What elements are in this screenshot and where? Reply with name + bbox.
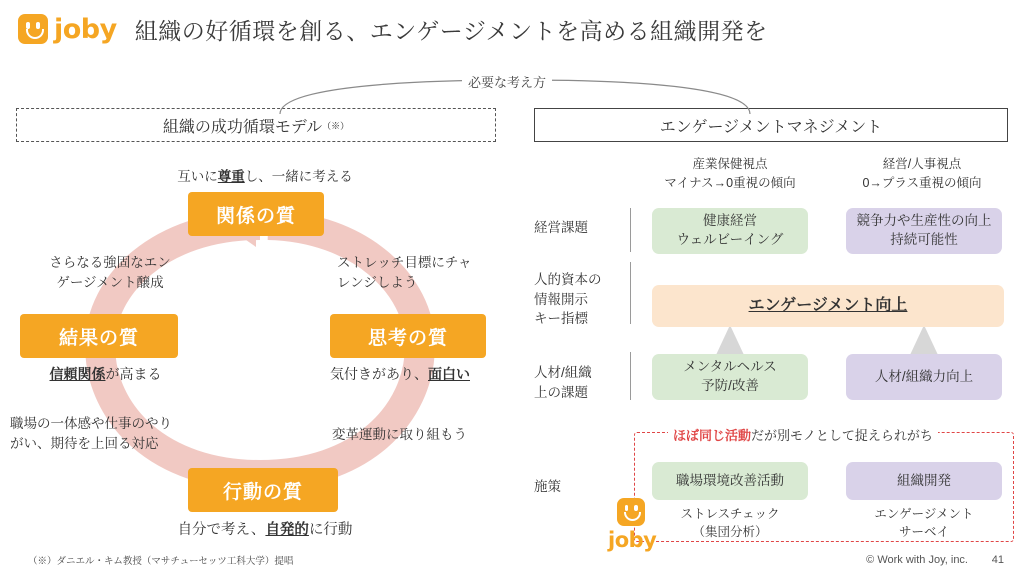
health-line1: 健康経営 — [703, 213, 757, 229]
health-line2: ウェルビーイング — [676, 232, 784, 247]
comp-line2: 持続可能性 — [890, 232, 958, 247]
annotation-left-upper: さらなる強固なエン ゲージメント醸成 — [49, 255, 171, 290]
survey-line2: サーベイ — [898, 525, 949, 540]
cell-mental-health — [652, 354, 808, 400]
column-header-occupational-health — [640, 155, 820, 193]
footer-logo — [608, 498, 657, 552]
slide-header — [0, 0, 1024, 58]
annotation-top: 互いに尊重し、一緒に考える — [177, 169, 353, 184]
row-label-org-issues — [534, 363, 622, 402]
right-panel-heading-text: エンゲージメントマネジメント — [659, 118, 883, 136]
annotation-left-lower: 職場の一体感や仕事のやり がい、期待を上回る対応 — [10, 416, 172, 452]
footnote: （※）ダニエル・キム教授（マサチューセッツ工科大学）提唱 — [28, 556, 294, 567]
mental-line2: 予防/改善 — [701, 378, 759, 393]
quality-box-action: 行動の質 — [188, 468, 338, 512]
left-panel-heading-sup: （※） — [322, 120, 350, 131]
joby-face-icon — [18, 14, 48, 44]
row-label-management-issues: 経営課題 — [534, 220, 588, 235]
row2-line1: 人的資本の — [534, 272, 602, 287]
measures-note-rest: だが別モノとして捉えられがち — [751, 428, 933, 443]
survey-line1: エンゲージメント — [874, 507, 974, 521]
cell-competitiveness-text — [857, 212, 992, 250]
stress-line1: ストレスチェック — [680, 507, 780, 521]
col2-line1: 経営/人事視点 — [882, 157, 962, 171]
annotation-thinking-sub: 気付きがあり、面白い — [330, 366, 470, 382]
row2-line3: キー指標 — [534, 311, 588, 327]
left-panel-heading-text: 組織の成功循環モデル — [162, 118, 323, 136]
row2-line2: 情報開示 — [534, 291, 588, 307]
comp-line1: 競争力や生産性の向上 — [856, 213, 992, 229]
connector-label: 必要な考え方 — [462, 72, 552, 91]
caption-engagement-survey — [846, 505, 1002, 541]
copyright: © Work with Joy, inc. — [866, 554, 968, 566]
quality-box-result: 結果の質 — [20, 314, 178, 358]
cell-competitiveness — [846, 208, 1002, 254]
cell-mental-health-text — [683, 358, 777, 396]
cell-engagement-kpi — [652, 285, 1004, 327]
cell-engagement-kpi-text: エンゲージメント向上 — [748, 296, 908, 314]
row3-line1: 人材/組織 — [534, 365, 592, 380]
row-label-human-capital — [534, 270, 626, 329]
caption-stress-check — [652, 505, 808, 541]
footer-logo-text: joby — [608, 528, 657, 552]
row3-line2: 上の課題 — [534, 384, 588, 400]
measures-note-emphasis: ほぼ同じ活動 — [673, 428, 752, 443]
quality-box-thinking: 思考の質 — [330, 314, 486, 358]
stress-line2: （集団分析） — [692, 525, 768, 540]
annotation-right-lower: 変革運動に取り組もう — [332, 427, 467, 442]
cell-workplace-improvement: 職場環境改善活動 — [652, 462, 808, 500]
cell-org-development: 組織開発 — [846, 462, 1002, 500]
joby-face-icon-footer — [617, 498, 645, 526]
brand-logo-text: joby — [54, 13, 117, 45]
cell-health-management — [652, 208, 808, 254]
mental-line1: メンタルヘルス — [683, 359, 777, 375]
row-label-measures: 施策 — [534, 479, 561, 494]
brand-logo — [18, 14, 117, 45]
annotation-right-upper: ストレッチ目標にチャ レンジしよう — [337, 255, 472, 290]
measures-highlight-note — [668, 425, 938, 444]
col1-line2: マイナス→0重視の傾向 — [664, 175, 796, 190]
annotation-result-sub: 信頼関係が高まる — [49, 366, 162, 382]
page-title: 組織の好循環を創る、エンゲージメントを高める組織開発を — [134, 17, 768, 44]
column-header-management-hr — [836, 155, 1008, 193]
page-number: 41 — [991, 554, 1004, 566]
quality-box-relationship: 関係の質 — [188, 192, 324, 236]
annotation-bottom: 自分で考え、自発的に行動 — [177, 522, 353, 538]
cell-health-management-text — [677, 212, 784, 250]
col1-line1: 産業保健視点 — [692, 157, 768, 171]
col2-line2: 0→プラス重視の傾向 — [862, 175, 982, 190]
cell-hr-org-power: 人材/組織力向上 — [846, 354, 1002, 400]
